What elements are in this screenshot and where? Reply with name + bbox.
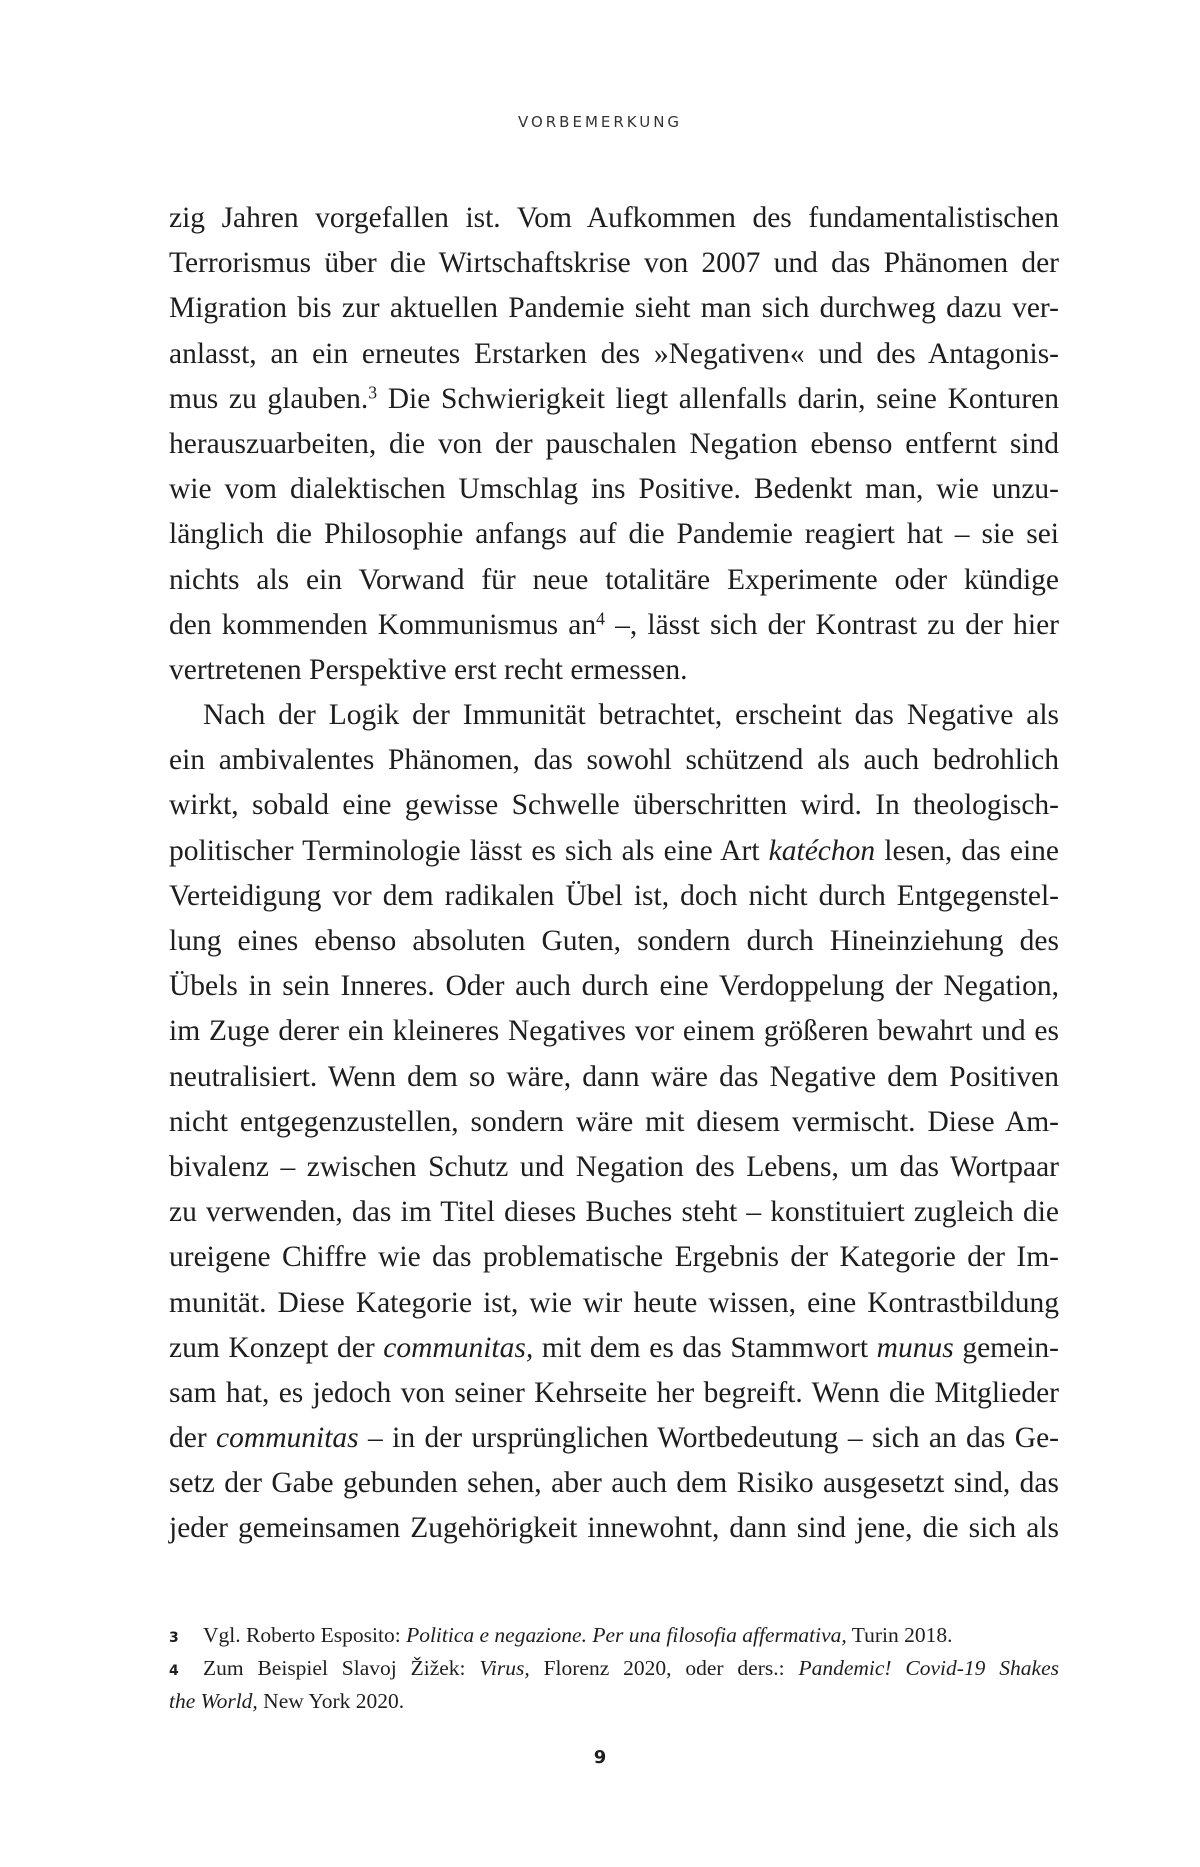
text-line: nicht entgegenzustellen, sondern wäre mit diesem vermischt. Diese Am- <box>169 1105 1059 1138</box>
text-line: lung eines ebenso absoluten Guten, sondern durch Hineinziehung des <box>169 925 1059 957</box>
text-line: wirkt, sobald eine gewisse Schwelle überschritten wird. In theologisch- <box>169 789 1059 822</box>
text-segment: Zum Beispiel Slavoj Žižek: <box>203 1656 480 1680</box>
paragraph <box>169 693 1059 1552</box>
text-line: Verteidigung vor dem radikalen Übel ist, doch nicht durch Entgegenstel- <box>169 879 1059 912</box>
footnote-4 <box>169 1653 1059 1716</box>
text-line: Übels in sein Inneres. Oder auch durch eine Verdoppelung der Negation, <box>169 970 1059 1003</box>
paragraph <box>169 196 1059 693</box>
text-line: herauszuarbeiten, die von der pauschalen Negation ebenso entfernt sind <box>169 427 1059 460</box>
text-segment: politischer Terminologie lässt es sich als eine Art <box>169 834 769 867</box>
text-segment: gemein- <box>953 1331 1059 1364</box>
text-segment: Vgl. Roberto Esposito: <box>203 1623 407 1647</box>
body-text <box>169 196 1059 1552</box>
text-line: im Zuge derer ein kleineres Negatives vor einem größeren bewahrt und es <box>169 1015 1059 1048</box>
text-line <box>169 829 1059 874</box>
text-line: jeder gemeinsamen Zugehörigkeit innewohnt, dann sind jene, die sich als <box>169 1512 1059 1545</box>
text-line: bivalenz – zwischen Schutz und Negation des Lebens, um das Wortpaar <box>169 1150 1059 1183</box>
emphasis: katéchon <box>768 834 876 867</box>
text-line <box>169 1326 1059 1371</box>
emphasis: Pandemic! Covid-19 Shakes <box>798 1656 1059 1680</box>
text-segment: den kommenden Kommunismus an <box>169 608 597 641</box>
text-line: zig Jahren vorgefallen ist. Vom Aufkommen des fundamentalistischen <box>169 202 1059 234</box>
footnote-line <box>169 1620 1059 1653</box>
text-line: sam hat, es jedoch von seiner Kehrseite her begreift. Wenn die Mitglieder <box>169 1376 1059 1409</box>
text-segment: New York 2020. <box>257 1689 405 1713</box>
text-segment: mus zu glauben. <box>169 382 369 415</box>
footnote-number: 3 <box>169 1630 179 1646</box>
text-line <box>169 377 1059 422</box>
text-segment: zum Konzept der <box>169 1331 384 1364</box>
text-segment: der <box>169 1422 217 1455</box>
footnote-3 <box>169 1620 1059 1653</box>
text-line: Terrorismus über die Wirtschaftskrise von 2007 und das Phänomen der <box>169 247 1059 280</box>
text-segment: –, lässt sich der Kontrast zu der hier <box>604 608 1059 641</box>
emphasis: the World, <box>169 1689 258 1713</box>
text-line: setz der Gabe gebunden sehen, aber auch dem Risiko ausgesetzt sind, das <box>169 1467 1059 1500</box>
text-line: nichts als ein Vorwand für neue totalitäre Experimente oder kündige <box>169 563 1059 596</box>
running-head: VORBEMERKUNG <box>517 113 683 131</box>
text-segment: mit dem es das Stammwort <box>533 1331 877 1364</box>
emphasis: communitas, <box>383 1331 534 1364</box>
text-line: länglich die Philosophie anfangs auf die Pandemie reagiert hat – sie sei <box>169 518 1059 551</box>
page-number: 9 <box>593 1747 607 1768</box>
emphasis: munus <box>876 1331 954 1364</box>
footnote-line <box>169 1653 1059 1686</box>
text-line: zu verwenden, das im Titel dieses Buches steht – konstituiert zugleich die <box>169 1196 1059 1229</box>
text-line: munität. Diese Kategorie ist, wie wir heute wissen, eine Kontrastbildung <box>169 1286 1059 1319</box>
footnote-ref-3[interactable]: 3 <box>368 382 378 403</box>
text-line <box>169 603 1059 648</box>
text-line: vertretenen Perspektive erst recht ermessen. <box>169 653 688 686</box>
text-line <box>169 1416 1059 1461</box>
emphasis: communitas <box>216 1422 359 1455</box>
text-line: Nach der Logik der Immunität betrachtet, erscheint das Negative als <box>203 699 1059 732</box>
text-segment: Die Schwierigkeit liegt allenfalls darin, seine Konturen <box>377 382 1060 415</box>
text-line: ein ambivalentes Phänomen, das sowohl schützend als auch bedrohlich <box>169 744 1059 777</box>
text-segment: – in der ursprünglichen Wortbedeutung – sich an das Ge- <box>358 1422 1059 1455</box>
text-line: wie vom dialektischen Umschlag ins Positive. Bedenkt man, wie unzu- <box>169 473 1059 506</box>
footnote-ref-4[interactable]: 4 <box>596 607 605 628</box>
emphasis: Politica e negazione. Per una filosofia affermativa, <box>406 1623 847 1647</box>
text-line: anlasst, an ein erneutes Erstarken des »Negativen« und des Antagonis- <box>169 337 1059 370</box>
text-segment: Turin 2018. <box>846 1623 953 1647</box>
footnote-line <box>169 1686 1059 1716</box>
footnotes <box>169 1620 1059 1716</box>
text-line: ureigene Chiffre wie das problematische Ergebnis der Kategorie der Im- <box>169 1241 1059 1274</box>
text-line: neutralisiert. Wenn dem so wäre, dann wäre das Negative dem Positiven <box>169 1060 1059 1093</box>
footnote-number: 4 <box>169 1663 179 1679</box>
emphasis: Virus, <box>479 1656 530 1680</box>
text-segment: lesen, das eine <box>875 834 1059 867</box>
text-line: Migration bis zur aktuellen Pandemie sieht man sich durchweg dazu ver- <box>169 292 1059 325</box>
text-segment: Florenz 2020, oder ders.: <box>529 1656 799 1680</box>
